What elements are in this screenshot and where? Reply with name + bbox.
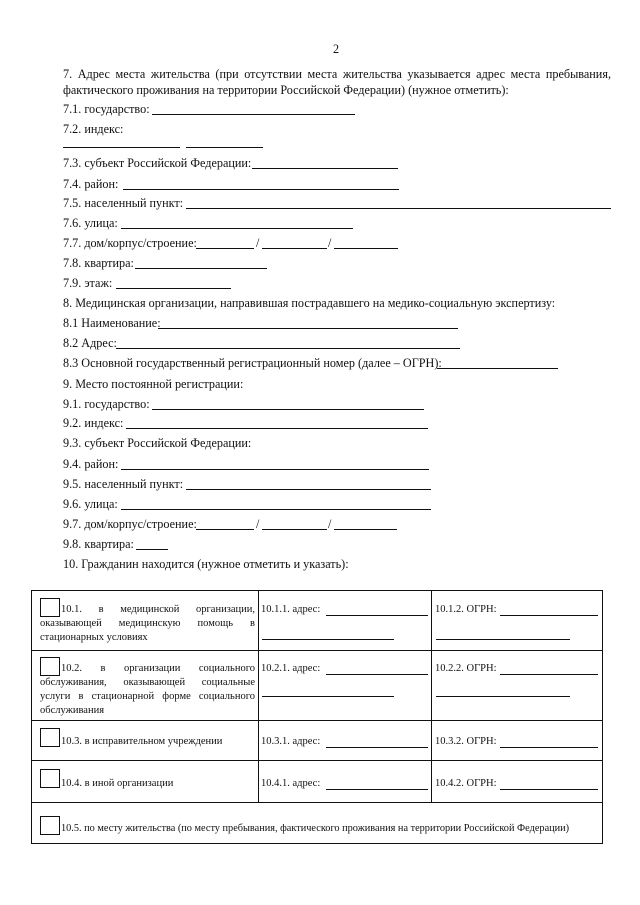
structure-input-line[interactable] [334, 248, 398, 249]
reg-district-input-line[interactable] [121, 469, 429, 470]
row-10-2-ogrn-label: 10.2.2. ОГРН: [435, 663, 497, 674]
field-label: 9.8. квартира: [63, 537, 134, 551]
row-10-1-address-label: 10.1.1. адрес: [261, 604, 321, 615]
row-10-2-label-line4: обслуживания [40, 705, 105, 716]
table-border-top [31, 590, 603, 591]
row-10-2-address-input[interactable] [326, 674, 428, 675]
row-10-2-label-line2: обслуживания, оказывающей социальные [40, 677, 255, 688]
apartment-input-line[interactable] [135, 268, 267, 269]
reg-apartment-input-line[interactable] [136, 549, 168, 550]
row-10-2-label-line3: услуги в стационарной форме социального [40, 691, 255, 702]
reg-structure-input-line[interactable] [334, 529, 397, 530]
building-input-line[interactable] [262, 248, 327, 249]
house-input-line[interactable] [196, 248, 254, 249]
separator-slash: / [328, 517, 332, 531]
section7-heading-line2: фактического проживания на территории Российской Федерации) (нужное отметить): [63, 83, 509, 97]
row-10-2-ogrn-input[interactable] [436, 696, 570, 697]
row-10-5-label: 10.5. по месту жительства (по месту пребывания, фактического проживания на территории Российской Федерации) [61, 823, 570, 834]
field-label: 7.3. субъект Российской Федерации: [63, 156, 252, 170]
index-input-line[interactable] [186, 147, 263, 148]
index-input-line[interactable] [63, 147, 180, 148]
field-label: 9.2. индекс: [63, 416, 124, 430]
row-10-1-ogrn-input[interactable] [500, 615, 598, 616]
row-10-1-address-input[interactable] [262, 639, 394, 640]
row-10-3-label: 10.3. в исправительном учреждении [61, 736, 223, 747]
row-10-4-address-input[interactable] [326, 789, 428, 790]
row-10-2-label-line1: 10.2. в организации социального [61, 663, 255, 674]
reg-building-input-line[interactable] [262, 529, 327, 530]
field-label: 9.5. населенный пункт: [63, 477, 184, 491]
field-label: 7.4. район: [63, 177, 119, 191]
section9-heading: 9. Место постоянной регистрации: [63, 377, 244, 391]
table-border-left [31, 590, 32, 843]
field-label: 9.7. дом/корпус/строение: [63, 517, 197, 531]
section10-heading: 10. Гражданин находится (нужное отметить и указать): [63, 557, 349, 571]
row-10-2-address-label: 10.2.1. адрес: [261, 663, 321, 674]
row-10-2-ogrn-input[interactable] [500, 674, 598, 675]
field-label: 7.1. государство: [63, 102, 150, 116]
field-label: 9.1. государство: [63, 397, 150, 411]
row-10-4-address-label: 10.4.1. адрес: [261, 778, 321, 789]
field-label: 7.5. населенный пункт: [63, 196, 184, 210]
field-label: 7.7. дом/корпус/строение: [63, 236, 197, 250]
row-10-1-ogrn-input[interactable] [436, 639, 570, 640]
reg-index-input-line[interactable] [126, 428, 428, 429]
country-input-line[interactable] [152, 114, 355, 115]
subject-input-line[interactable] [252, 168, 398, 169]
locality-input-line[interactable] [186, 208, 611, 209]
row-10-1-address-input[interactable] [326, 615, 428, 616]
street-input-line[interactable] [121, 228, 353, 229]
floor-input-line[interactable] [116, 288, 231, 289]
separator-slash: / [328, 236, 332, 250]
field-label: 7.9. этаж: [63, 276, 113, 290]
row-10-1-label-line2: оказывающей медицинскую помощь в [40, 618, 255, 629]
section8-heading: 8. Медицинская организации, направившая пострадавшего на медико-социальную экспертизу: [63, 296, 556, 310]
org-ogrn-input-line[interactable] [437, 368, 558, 369]
checkbox-10-2[interactable] [40, 657, 60, 676]
row-10-4-ogrn-label: 10.4.2. ОГРН: [435, 778, 497, 789]
field-label: 9.6. улица: [63, 497, 118, 511]
row-10-4-ogrn-input[interactable] [500, 789, 598, 790]
table-border-bottom [31, 843, 603, 844]
reg-country-input-line[interactable] [152, 409, 424, 410]
row-10-1-label-line1: 10.1. в медицинской организации, [61, 604, 255, 615]
table-border-right [602, 590, 603, 843]
row-10-3-ogrn-label: 10.3.2. ОГРН: [435, 736, 497, 747]
table-row-divider [31, 650, 603, 651]
checkbox-10-1[interactable] [40, 598, 60, 617]
row-10-1-ogrn-label: 10.1.2. ОГРН: [435, 604, 497, 615]
table-col-divider [258, 590, 259, 802]
district-input-line[interactable] [123, 189, 399, 190]
field-label: 9.3. субъект Российской Федерации: [63, 436, 252, 450]
reg-locality-input-line[interactable] [186, 489, 431, 490]
field-label: 7.2. индекс: [63, 122, 124, 136]
org-address-input-line[interactable] [116, 348, 460, 349]
table-row-divider [31, 802, 603, 803]
separator-slash: / [256, 236, 260, 250]
table-col-divider [431, 590, 432, 802]
table-row-divider [31, 760, 603, 761]
row-10-4-label: 10.4. в иной организации [61, 778, 174, 789]
row-10-2-address-input[interactable] [262, 696, 394, 697]
section7-heading-line1: 7. Адрес места жительства (при отсутствии места жительства указывается адрес места пребывания, [63, 67, 611, 81]
separator-slash: / [256, 517, 260, 531]
field-label: 8.3 Основной государственный регистрационный номер (далее – ОГРН): [63, 356, 442, 370]
org-name-input-line[interactable] [158, 328, 458, 329]
checkbox-10-5[interactable] [40, 816, 60, 835]
reg-street-input-line[interactable] [121, 509, 431, 510]
row-10-1-label-line3: стационарных условиях [40, 632, 148, 643]
field-label: 7.6. улица: [63, 216, 118, 230]
field-label: 9.4. район: [63, 457, 119, 471]
page-number: 2 [333, 42, 340, 56]
row-10-3-address-input[interactable] [326, 747, 428, 748]
row-10-3-address-label: 10.3.1. адрес: [261, 736, 321, 747]
reg-house-input-line[interactable] [196, 529, 254, 530]
checkbox-10-4[interactable] [40, 769, 60, 788]
field-label: 7.8. квартира: [63, 256, 134, 270]
field-label: 8.1 Наименование: [63, 316, 161, 330]
row-10-3-ogrn-input[interactable] [500, 747, 598, 748]
field-label: 8.2 Адрес: [63, 336, 117, 350]
checkbox-10-3[interactable] [40, 728, 60, 747]
table-row-divider [31, 720, 603, 721]
